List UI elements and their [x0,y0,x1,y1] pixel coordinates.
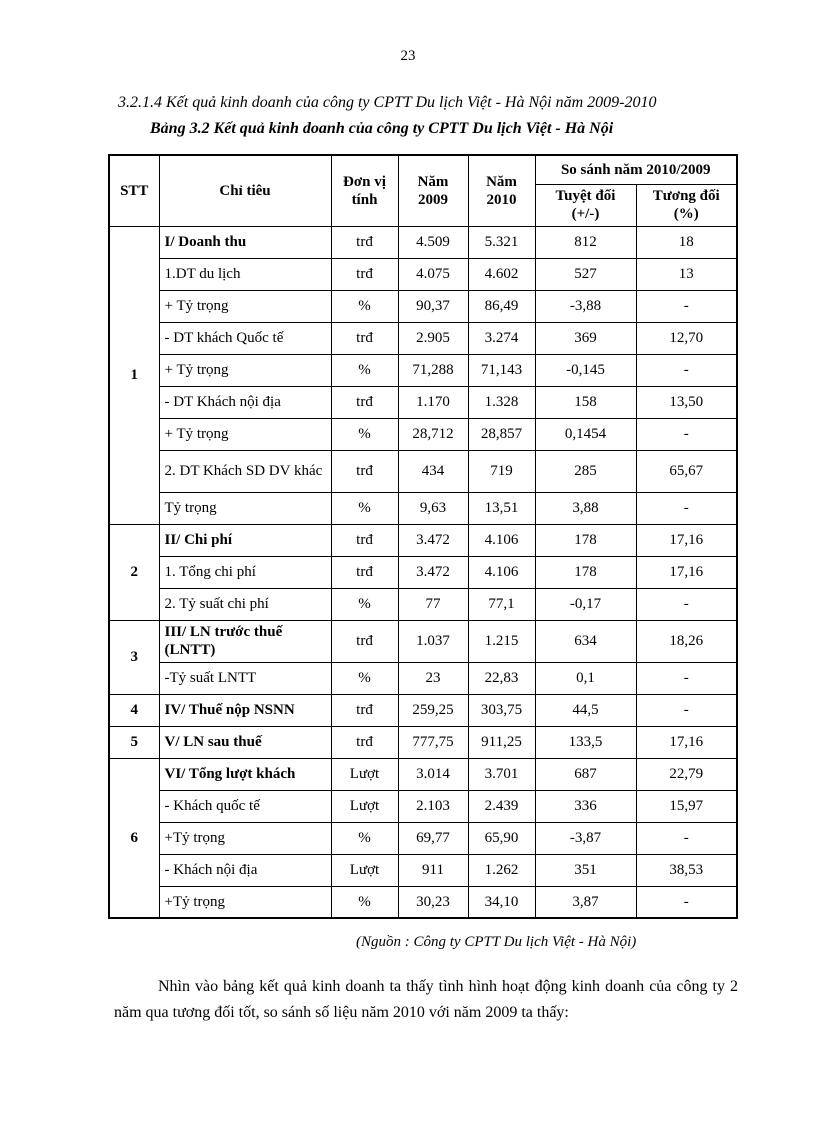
stt-cell: 2 [109,524,159,620]
year-2010-cell: 3.701 [468,758,535,790]
relative-cell: - [636,886,737,918]
table-body [109,226,737,918]
year-2009-cell: 28,712 [398,418,468,450]
year-2009-cell: 911 [398,854,468,886]
year-2010-cell: 911,25 [468,726,535,758]
year-2010-cell: 4.106 [468,524,535,556]
source-note: (Nguồn : Công ty CPTT Du lịch Việt - Hà Nội) [356,934,637,950]
year-2010-cell: 4.106 [468,556,535,588]
relative-cell: 17,16 [636,726,737,758]
year-2010-cell: 22,83 [468,662,535,694]
absolute-cell: 351 [535,854,636,886]
table-row [109,354,737,386]
relative-cell: - [636,290,737,322]
absolute-cell: 687 [535,758,636,790]
header-stt: STT [109,155,159,226]
relative-cell: 18,26 [636,620,737,662]
year-2010-cell: 303,75 [468,694,535,726]
relative-cell: - [636,492,737,524]
stt-cell: 1 [109,226,159,524]
stt-cell: 6 [109,758,159,918]
unit-cell: % [331,662,398,694]
unit-cell: Lượt [331,758,398,790]
indicator-cell: 2. DT Khách SD DV khác [159,450,331,492]
absolute-cell: 527 [535,258,636,290]
stt-cell: 4 [109,694,159,726]
unit-cell: trđ [331,386,398,418]
relative-cell: - [636,694,737,726]
year-2009-cell: 1.170 [398,386,468,418]
year-2009-cell: 777,75 [398,726,468,758]
table-row [109,588,737,620]
year-2010-cell: 719 [468,450,535,492]
year-2010-cell: 28,857 [468,418,535,450]
year-2009-cell: 3.014 [398,758,468,790]
year-2009-cell: 69,77 [398,822,468,854]
unit-cell: % [331,492,398,524]
table-row [109,524,737,556]
absolute-cell: -0,145 [535,354,636,386]
table-row [109,620,737,662]
unit-cell: trđ [331,322,398,354]
stt-cell: 5 [109,726,159,758]
unit-cell: trđ [331,620,398,662]
unit-cell: trđ [331,226,398,258]
table-row [109,418,737,450]
absolute-cell: 0,1454 [535,418,636,450]
unit-cell: Lượt [331,790,398,822]
year-2010-cell: 86,49 [468,290,535,322]
table-row [109,886,737,918]
indicator-cell: 1.DT du lịch [159,258,331,290]
relative-cell: 17,16 [636,524,737,556]
table-row [109,758,737,790]
unit-cell: % [331,418,398,450]
year-2009-cell: 1.037 [398,620,468,662]
paragraph-text: Nhìn vào bảng kết quả kinh doanh ta thấy tình hình hoạt động kinh doanh của công ty 2 năm qua tương đối tốt, so sánh số liệu năm 2010 với năm 2009 ta thấy: [114,978,738,1021]
unit-cell: trđ [331,524,398,556]
table-row [109,726,737,758]
unit-cell: % [331,290,398,322]
relative-cell: 18 [636,226,737,258]
absolute-cell: 3,87 [535,886,636,918]
indicator-cell: VI/ Tổng lượt khách [159,758,331,790]
year-2009-cell: 90,37 [398,290,468,322]
indicator-cell: II/ Chi phí [159,524,331,556]
year-2010-cell: 3.274 [468,322,535,354]
table-row [109,258,737,290]
unit-cell: trđ [331,726,398,758]
indicator-cell: +Tỷ trọng [159,886,331,918]
year-2009-cell: 3.472 [398,556,468,588]
relative-cell: - [636,354,737,386]
unit-cell: % [331,886,398,918]
unit-cell: % [331,588,398,620]
table-row [109,450,737,492]
absolute-cell: 812 [535,226,636,258]
relative-cell: 15,97 [636,790,737,822]
year-2010-cell: 5.321 [468,226,535,258]
absolute-cell: 0,1 [535,662,636,694]
header-unit: Đơn vị tính [331,155,398,226]
unit-cell: trđ [331,258,398,290]
table-row [109,662,737,694]
year-2009-cell: 259,25 [398,694,468,726]
year-2010-cell: 71,143 [468,354,535,386]
stt-cell: 3 [109,620,159,694]
absolute-cell: 3,88 [535,492,636,524]
year-2010-cell: 4.602 [468,258,535,290]
relative-cell: 12,70 [636,322,737,354]
header-absolute: Tuyệt đối (+/-) [535,184,636,226]
table-row [109,290,737,322]
year-2009-cell: 2.103 [398,790,468,822]
table-row [109,694,737,726]
relative-cell: - [636,418,737,450]
indicator-cell: - DT khách Quốc tế [159,322,331,354]
table-row [109,226,737,258]
unit-cell: trđ [331,450,398,492]
page-number: 23 [400,48,416,64]
section-heading: 3.2.1.4 Kết quả kinh doanh của công ty CPTT Du lịch Việt - Hà Nội năm 2009-2010 [118,94,657,111]
unit-cell: Lượt [331,854,398,886]
absolute-cell: 336 [535,790,636,822]
indicator-cell: - DT Khách nội địa [159,386,331,418]
header-year-2009: Năm 2009 [398,155,468,226]
indicator-cell: -Tỷ suất LNTT [159,662,331,694]
absolute-cell: -3,87 [535,822,636,854]
year-2009-cell: 30,23 [398,886,468,918]
indicator-cell: +Tỷ trọng [159,822,331,854]
year-2009-cell: 3.472 [398,524,468,556]
absolute-cell: 133,5 [535,726,636,758]
header-relative: Tương đối (%) [636,184,737,226]
table-row [109,386,737,418]
relative-cell: 65,67 [636,450,737,492]
table-title: Bảng 3.2 Kết quả kinh doanh của công ty CPTT Du lịch Việt - Hà Nội [150,120,614,137]
year-2010-cell: 13,51 [468,492,535,524]
relative-cell: 13 [636,258,737,290]
absolute-cell: 178 [535,556,636,588]
indicator-cell: 1. Tổng chi phí [159,556,331,588]
relative-cell: 17,16 [636,556,737,588]
year-2010-cell: 1.215 [468,620,535,662]
year-2009-cell: 77 [398,588,468,620]
relative-cell: 22,79 [636,758,737,790]
absolute-cell: -3,88 [535,290,636,322]
table-row [109,556,737,588]
unit-cell: % [331,822,398,854]
year-2009-cell: 4.075 [398,258,468,290]
unit-cell: trđ [331,556,398,588]
year-2010-cell: 2.439 [468,790,535,822]
unit-cell: trđ [331,694,398,726]
year-2010-cell: 77,1 [468,588,535,620]
year-2009-cell: 4.509 [398,226,468,258]
year-2009-cell: 434 [398,450,468,492]
indicator-cell: 2. Tỷ suất chi phí [159,588,331,620]
header-indicator: Chỉ tiêu [159,155,331,226]
indicator-cell: + Tỷ trọng [159,290,331,322]
table-row [109,322,737,354]
header-year-2010: Năm 2010 [468,155,535,226]
relative-cell: - [636,662,737,694]
table-row [109,790,737,822]
absolute-cell: 285 [535,450,636,492]
year-2009-cell: 71,288 [398,354,468,386]
indicator-cell: Tỷ trọng [159,492,331,524]
year-2009-cell: 2.905 [398,322,468,354]
absolute-cell: 178 [535,524,636,556]
relative-cell: - [636,588,737,620]
body-paragraph [114,974,738,1026]
relative-cell: 38,53 [636,854,737,886]
business-results-table [108,154,738,919]
absolute-cell: 158 [535,386,636,418]
year-2009-cell: 9,63 [398,492,468,524]
unit-cell: % [331,354,398,386]
indicator-cell: III/ LN trước thuế (LNTT) [159,620,331,662]
absolute-cell: -0,17 [535,588,636,620]
year-2010-cell: 1.328 [468,386,535,418]
year-2010-cell: 1.262 [468,854,535,886]
table-row [109,854,737,886]
absolute-cell: 369 [535,322,636,354]
absolute-cell: 44,5 [535,694,636,726]
indicator-cell: I/ Doanh thu [159,226,331,258]
indicator-cell: - Khách nội địa [159,854,331,886]
header-comparison: So sánh năm 2010/2009 [535,155,737,184]
year-2010-cell: 65,90 [468,822,535,854]
indicator-cell: IV/ Thuế nộp NSNN [159,694,331,726]
indicator-cell: - Khách quốc tế [159,790,331,822]
absolute-cell: 634 [535,620,636,662]
year-2009-cell: 23 [398,662,468,694]
indicator-cell: + Tỷ trọng [159,418,331,450]
table-row [109,492,737,524]
year-2010-cell: 34,10 [468,886,535,918]
indicator-cell: V/ LN sau thuế [159,726,331,758]
table-row [109,822,737,854]
relative-cell: 13,50 [636,386,737,418]
relative-cell: - [636,822,737,854]
indicator-cell: + Tỷ trọng [159,354,331,386]
